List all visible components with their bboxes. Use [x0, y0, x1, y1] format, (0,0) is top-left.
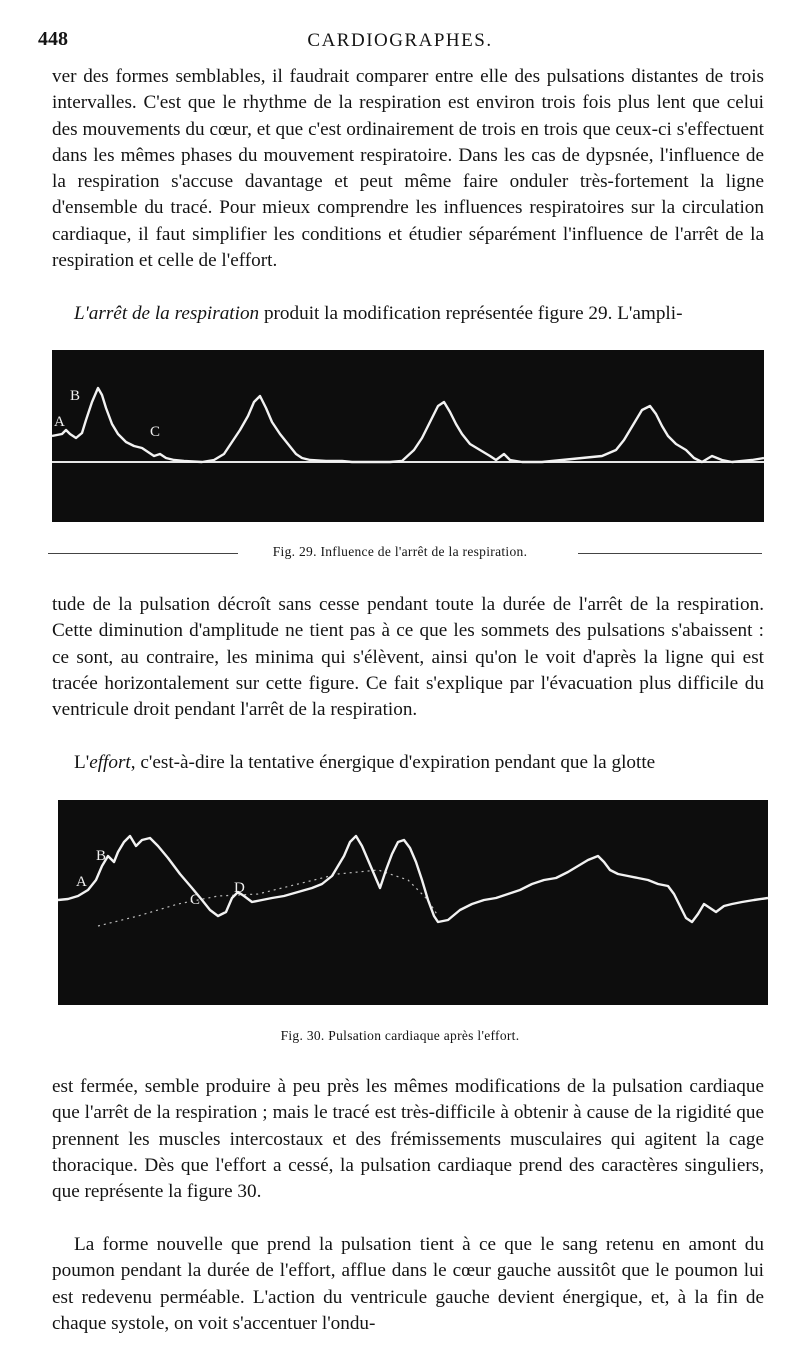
- fig30-label-b: B: [96, 848, 107, 864]
- fig29-label-c: C: [150, 424, 161, 440]
- paragraph-2-italic-lead: L'arrêt de la respiration: [74, 303, 260, 324]
- paragraph-4-text: , c'est-à-dire la tentative énergique d'expiration pendant que la glotte: [130, 752, 656, 773]
- page-header: [38, 28, 762, 58]
- paragraph-4-italic-lead: effort: [89, 752, 131, 773]
- fig29-label-b: B: [70, 388, 81, 404]
- figure-30-caption-row: [38, 1028, 762, 1044]
- fig29-label-a: A: [54, 414, 65, 430]
- paragraph-1: ver des formes semblables, il faudrait comparer entre elle des pulsations distantes de trois intervalles. C'est que le rhythme de la respiration est environ trois fois plus lent que celui des mouvements du cœur, et que c'est ordinairement de trois en trois que ceux-ci s'effectuent dans les mêmes phases du mouvement respiratoire. Dans les cas de dypsnée, l'influence de la respiration s'accuse davantage et peut même faire onduler très-fortement la ligne d'ensemble du tracé. Pour mieux comprendre les influences respiratoires sur la circulation cardiaque, il faut simplifier les conditions et étudier séparément l'influence de l'arrêt de la respiration et celle de l'effort.: [52, 66, 764, 272]
- paragraph-4: [52, 750, 764, 776]
- figure-29-trace: [52, 350, 764, 522]
- paragraph-3: tude de la pulsation décroît sans cesse pendant toute la durée de l'arrêt de la respiration. Cette diminution d'amplitude ne tient pas à ce que les sommets des pulsations s'abaissent : ce sont, au contraire, les minima qui s'élèvent, ainsi qu'on le voit d'après la ligne qui est tracée horizontalement sur cette figure. Ce fait s'explique par l'évacuation plus difficile du ventricule droit pendant l'arrêt de la respiration.: [52, 594, 764, 721]
- paragraph-4-prefix: L': [74, 752, 90, 773]
- figure-29-caption: Fig. 29. Influence de l'arrêt de la respiration.: [267, 544, 534, 559]
- figure-29-caption-row: [38, 544, 762, 560]
- fig30-label-a: A: [76, 874, 87, 890]
- paragraph-5: est fermée, semble produire à peu près les mêmes modifications de la pulsation cardiaque que l'arrêt de la respiration ; mais le tracé est très-difficile à obtenir à cause de la rigidité que prennent les muscles intercostaux et des frémissements musculaires qui agitent la cage thoracique. Dès que l'effort a cessé, la pulsation cardiaque prend des caractères singuliers, que représente la figure 30.: [52, 1076, 764, 1203]
- page-number: 448: [38, 28, 68, 50]
- paragraph-6: La forme nouvelle que prend la pulsation tient à ce que le sang retenu en amont du poumon pendant la durée de l'effort, afflue dans le cœur gauche aussitôt que le poumon lui est redevenu perméable. L'action du ventricule gauche devient énergique, et, à la fin de chaque systole, on voit s'accentuer l'ondu-: [52, 1234, 764, 1334]
- caption-rule-left: [48, 553, 238, 554]
- fig30-label-d: D: [234, 880, 245, 896]
- figure-30-trace: [58, 800, 768, 1005]
- pulse-trace: [58, 836, 768, 922]
- figure-30-caption: Fig. 30. Pulsation cardiaque après l'effort.: [280, 1028, 520, 1043]
- paragraph-2-text: produit la modification représentée figure 29. L'ampli-: [259, 303, 683, 324]
- caption-rule-right: [578, 553, 762, 554]
- paragraph-2: [52, 301, 764, 327]
- running-title: CARDIOGRAPHES.: [307, 30, 493, 51]
- fig30-label-c: C: [190, 892, 201, 908]
